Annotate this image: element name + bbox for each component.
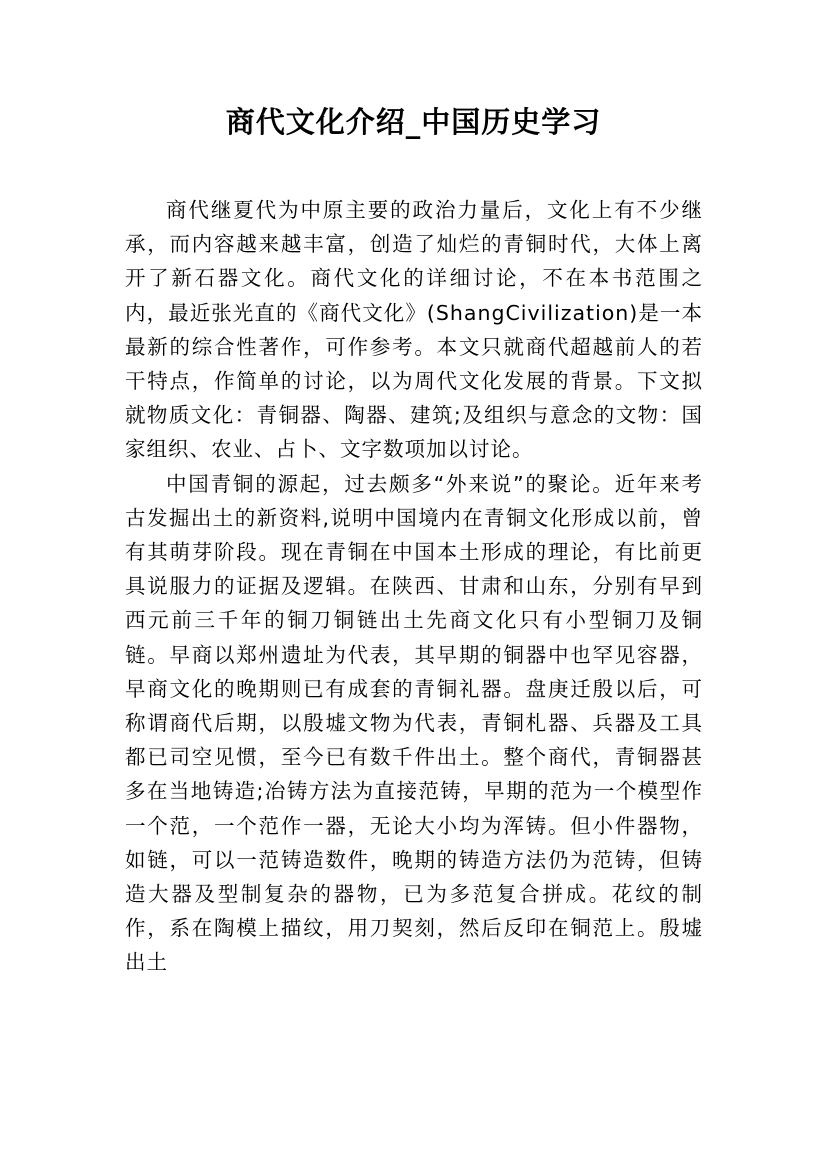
document-body xyxy=(125,193,703,980)
document-title: 商代文化介绍_中国历史学习 xyxy=(225,105,602,139)
paragraph: 中国青铜的源起，过去颇多“外来说”的聚论。近年来考古发掘出土的新资料,说明中国境内在青铜文化形成以前，曾有其萌芽阶段。现在青铜在中国本土形成的理论，有比前更具说服力的证据及逻辑。在陕西、甘肃和山东，分别有早到西元前三千年的铜刀铜链出土先商文化只有小型铜刀及铜链。早商以郑州遗址为代表，其早期的铜器中也罕见容器，早商文化的晚期则已有成套的青铜礼器。盘庚迁殷以后，可称谓商代后期，以殷墟文物为代表，青铜札器、兵器及工具都已司空见惯，至今已有数千件出土。整个商代，青铜器甚多在当地铸造;冶铸方法为直接范铸，早期的范为一个模型作一个范，一个范作一器，无论大小均为浑铸。但小件器物，如链，可以一范铸造数件，晚期的铸造方法仍为范铸，但铸造大器及型制复杂的器物，已为多范复合拼成。花纹的制作，系在陶模上描纹，用刀契刻，然后反印在铜范上。殷墟出土 xyxy=(125,471,703,975)
paragraph: 商代继夏代为中原主要的政治力量后，文化上有不少继承，而内容越来越丰富，创造了灿烂的青铜时代，大体上离开了新石器文化。商代文化的详细讨论，不在本书范围之内，最近张光直的《商代文化》(ShangCivilization)是一本最新的综合性著作，可作参考。本文只就商代超越前人的若干特点，作简单的讨论，以为周代文化发展的背景。下文拟就物质文化：青铜器、陶器、建筑;及组织与意念的文物：国家组织、农业、占卜、文字数项加以讨论。 xyxy=(125,198,703,462)
